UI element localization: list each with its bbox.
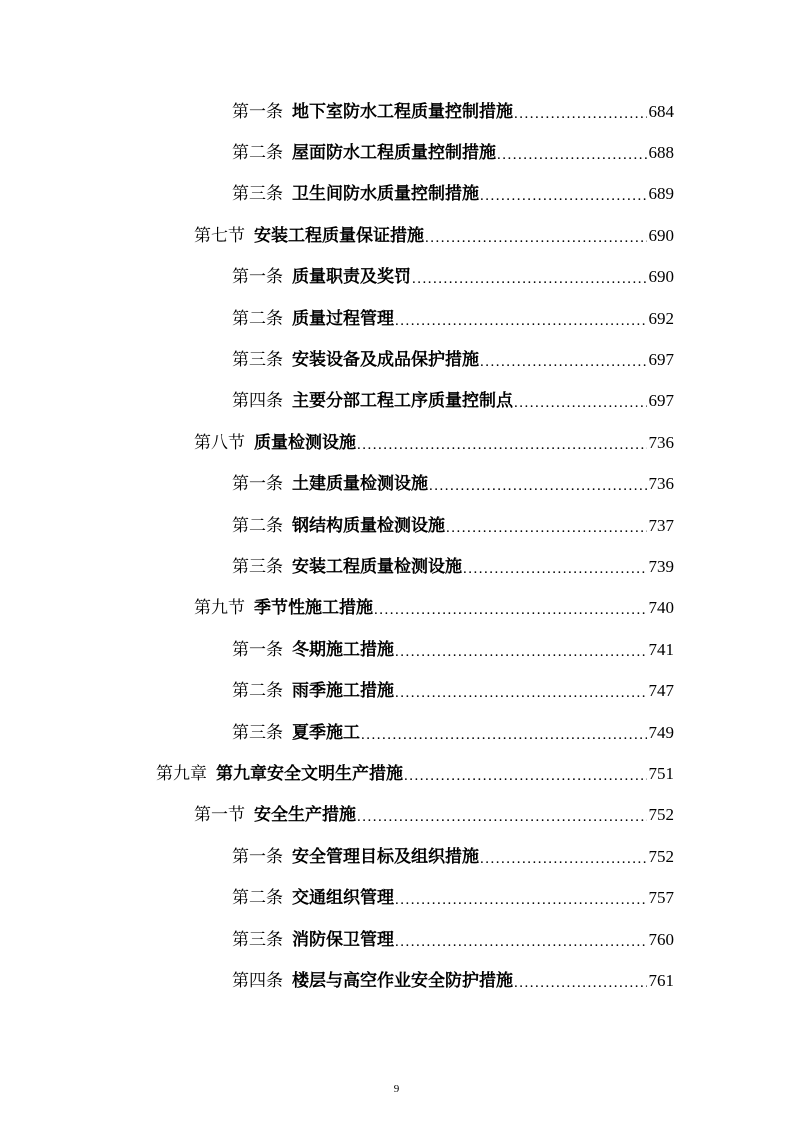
dot-leader (497, 143, 647, 167)
toc-entry-number: 第二条 (232, 681, 283, 701)
toc-entry[interactable] (0, 670, 793, 711)
toc-entry-title: 雨季施工措施 (292, 681, 394, 702)
toc-entry-page: 688 (648, 143, 674, 163)
toc-entry[interactable] (0, 546, 793, 587)
toc-entry[interactable] (0, 505, 793, 546)
toc-entry-page: 752 (648, 805, 674, 825)
toc-entry-page: 737 (648, 515, 674, 535)
toc-entry-number: 第三条 (232, 350, 283, 370)
toc-entry[interactable] (0, 629, 793, 670)
toc-entry-title: 钢结构质量检测设施 (292, 515, 445, 536)
dot-leader (395, 640, 647, 664)
toc-entry[interactable] (0, 339, 793, 380)
toc-entry-number: 第一条 (232, 474, 283, 494)
toc-entry-title: 安全管理目标及组织措施 (292, 846, 479, 867)
toc-entry[interactable] (0, 919, 793, 960)
dot-leader (480, 184, 647, 208)
page-number: 9 (393, 1083, 400, 1095)
toc-entry[interactable] (0, 795, 793, 836)
toc-entry-number: 第二条 (232, 143, 283, 163)
toc-entry[interactable] (0, 381, 793, 422)
toc-entry[interactable] (0, 712, 793, 753)
toc-entry-number: 第一条 (232, 846, 283, 866)
dot-leader (357, 433, 647, 457)
toc-entry-number: 第一条 (232, 101, 283, 121)
toc-entry-title: 安装设备及成品保护措施 (292, 350, 479, 371)
toc-entry-title: 楼层与高空作业安全防护措施 (292, 970, 513, 991)
dot-leader (463, 557, 647, 581)
toc-entry-page: 740 (648, 598, 674, 618)
dot-leader (514, 391, 647, 415)
toc-entry-page: 760 (648, 929, 674, 949)
toc-entry-page: 749 (648, 722, 674, 742)
toc-entry-page: 697 (648, 391, 674, 411)
toc-entry-title: 土建质量检测设施 (292, 474, 428, 495)
toc-entry[interactable] (0, 877, 793, 918)
toc-entry-title: 第九章安全文明生产措施 (216, 763, 403, 784)
toc-entry-title: 地下室防水工程质量控制措施 (292, 101, 513, 122)
toc-entry-page: 761 (648, 970, 674, 990)
toc-entry-title: 安装工程质量保证措施 (254, 225, 424, 246)
toc-entry-number: 第一条 (232, 639, 283, 659)
toc-entry-number: 第四条 (232, 970, 283, 990)
toc-entry[interactable] (0, 753, 793, 794)
toc-entry[interactable] (0, 836, 793, 877)
toc-entry-title: 卫生间防水质量控制措施 (292, 184, 479, 205)
dot-leader (357, 805, 647, 829)
toc-entry-title: 质量过程管理 (292, 308, 394, 329)
toc-entry-page: 697 (648, 350, 674, 370)
dot-leader (395, 930, 647, 954)
toc-entry-number: 第一节 (194, 805, 245, 825)
toc-entry-page: 736 (648, 432, 674, 452)
dot-leader (514, 971, 647, 995)
toc-entry-number: 第二条 (232, 515, 283, 535)
dot-leader (361, 723, 647, 747)
toc-entry-number: 第四条 (232, 391, 283, 411)
dot-leader (425, 226, 647, 250)
toc-entry-number: 第九节 (194, 598, 245, 618)
dot-leader (404, 764, 647, 788)
toc-entry-page: 692 (648, 308, 674, 328)
toc-entry-title: 冬期施工措施 (292, 639, 394, 660)
dot-leader (395, 888, 647, 912)
dot-leader (480, 350, 647, 374)
toc-entry-title: 安全生产措施 (254, 805, 356, 826)
toc-entry-number: 第三条 (232, 722, 283, 742)
toc-entry-page: 747 (648, 681, 674, 701)
table-of-contents (0, 91, 793, 1002)
toc-entry-page: 684 (648, 101, 674, 121)
toc-entry-page: 757 (648, 888, 674, 908)
toc-entry-number: 第三条 (232, 184, 283, 204)
dot-leader (514, 102, 647, 126)
toc-entry-title: 屋面防水工程质量控制措施 (292, 143, 496, 164)
toc-entry-page: 741 (648, 639, 674, 659)
toc-entry-number: 第三条 (232, 556, 283, 576)
toc-entry-number: 第七节 (194, 225, 245, 245)
toc-entry-number: 第九章 (156, 763, 207, 783)
toc-entry-number: 第三条 (232, 929, 283, 949)
dot-leader (395, 309, 647, 333)
toc-entry-page: 690 (648, 225, 674, 245)
toc-entry-title: 季节性施工措施 (254, 598, 373, 619)
toc-entry[interactable] (0, 215, 793, 256)
dot-leader (480, 847, 647, 871)
toc-entry-title: 夏季施工 (292, 722, 360, 743)
toc-entry-title: 安装工程质量检测设施 (292, 556, 462, 577)
toc-entry-number: 第一条 (232, 267, 283, 287)
dot-leader (412, 267, 647, 291)
toc-entry-page: 752 (648, 846, 674, 866)
toc-entry-number: 第二条 (232, 888, 283, 908)
dot-leader (395, 681, 647, 705)
toc-entry-title: 主要分部工程工序质量控制点 (292, 391, 513, 412)
toc-entry[interactable] (0, 298, 793, 339)
toc-entry-page: 690 (648, 267, 674, 287)
toc-entry-page: 751 (648, 763, 674, 783)
toc-entry-number: 第二条 (232, 308, 283, 328)
dot-leader (446, 516, 647, 540)
toc-entry[interactable] (0, 257, 793, 298)
toc-entry[interactable] (0, 960, 793, 1001)
toc-entry[interactable] (0, 132, 793, 173)
toc-entry[interactable] (0, 464, 793, 505)
toc-entry-page: 739 (648, 556, 674, 576)
toc-entry-page: 736 (648, 474, 674, 494)
toc-entry-title: 质量职责及奖罚 (292, 267, 411, 288)
toc-entry-title: 消防保卫管理 (292, 929, 394, 950)
toc-entry-number: 第八节 (194, 432, 245, 452)
toc-entry[interactable] (0, 422, 793, 463)
toc-entry-title: 质量检测设施 (254, 432, 356, 453)
dot-leader (374, 598, 647, 622)
toc-entry[interactable] (0, 91, 793, 132)
toc-entry-title: 交通组织管理 (292, 888, 394, 909)
dot-leader (429, 474, 647, 498)
toc-entry-page: 689 (648, 184, 674, 204)
toc-entry[interactable] (0, 588, 793, 629)
toc-entry[interactable] (0, 174, 793, 215)
